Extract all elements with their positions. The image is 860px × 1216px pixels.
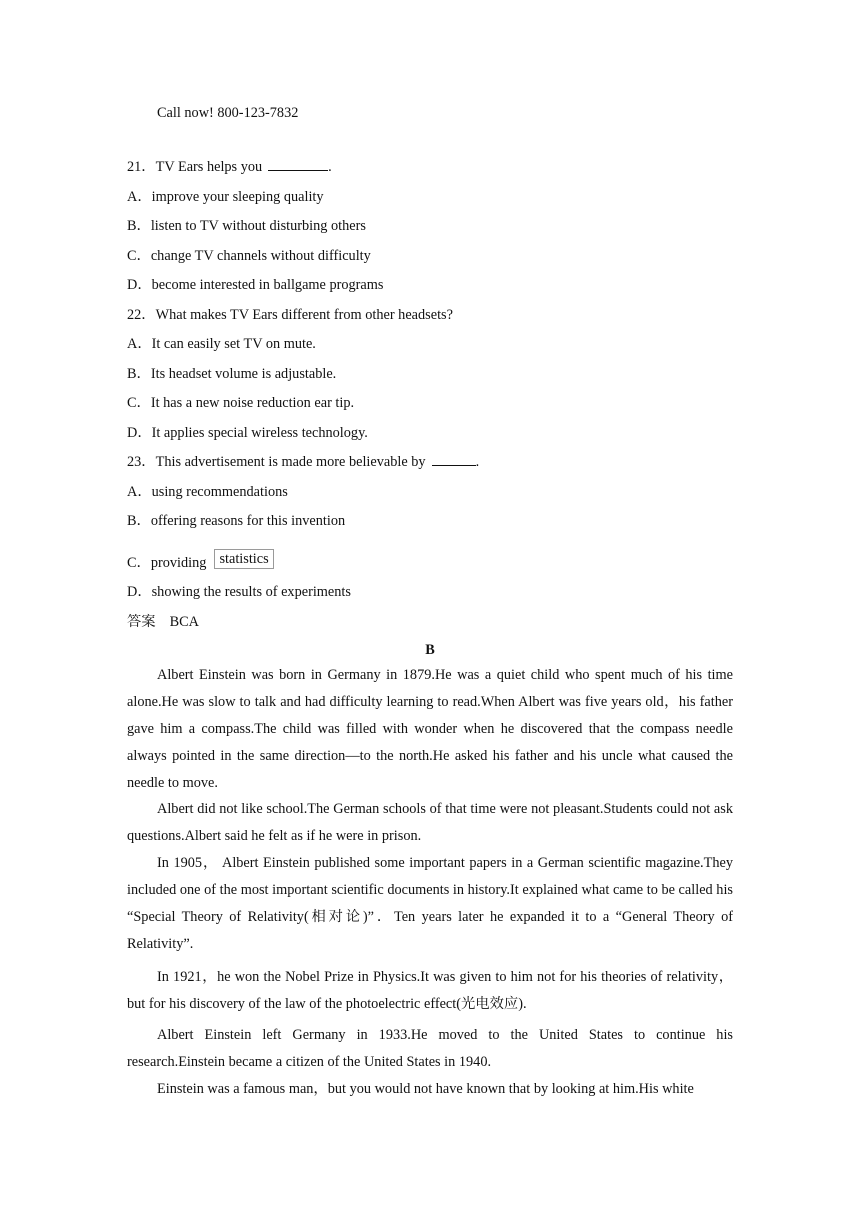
answer-blank [268, 169, 328, 171]
option-23-c [127, 553, 274, 573]
option-22-b: B．Its headset volume is adjustable. [127, 366, 337, 382]
answer-label: 答案 [127, 614, 156, 630]
paragraph-6: Einstein was a famous man，but you would not have known that by looking at him.His white [157, 1081, 694, 1097]
question-21-end: . [328, 159, 332, 175]
option-21-a: A．improve your sleeping quality [127, 189, 324, 205]
paragraph-3: In 1905， Albert Einstein published some important papers in a German scientific magazine.They included one of the most important scientific documents in history.It explained what came to be called his “Special Theory of Relativity(相对论)”．Ten years later he expanded it to a “General Theory of Relativity”. [127, 855, 733, 952]
option-23-a: A．using recommendations [127, 484, 288, 500]
paragraph-2: Albert did not like school.The German schools of that time were not pleasant.Students could not ask questions.Albert said he felt as if he were in prison. [127, 801, 733, 844]
phone-line: Call now! 800-123-7832 [157, 105, 299, 121]
paragraph-1: Albert Einstein was born in Germany in 1879.He was a quiet child who spent much of his time alone.He was slow to talk and had difficulty learning to read.When Albert was five years old，his father gave him a compass.The child was filled with wonder when he discovered that the compass needle always pointed in the same direction—to the north.He asked his father and his uncle what caused the needle to move. [127, 667, 733, 791]
option-22-d: D．It applies special wireless technology. [127, 425, 368, 441]
answer-line [127, 612, 199, 632]
option-21-b: B．listen to TV without disturbing others [127, 218, 366, 234]
question-23-end: . [475, 454, 480, 470]
option-22-c: C．It has a new noise reduction ear tip. [127, 395, 355, 411]
question-23-stem: 23．This advertisement is made more believable by [127, 454, 426, 470]
paragraph-5: Albert Einstein left Germany in 1933.He moved to the United States to continue his research.Einstein became a citizen of the United States in 1940. [127, 1027, 733, 1070]
answer-value: BCA [169, 614, 199, 630]
question-21-stem: 21．TV Ears helps you [127, 159, 263, 175]
option-23-c-text: C．providing [127, 555, 207, 571]
question-21 [127, 157, 332, 177]
boxed-word: statistics [214, 549, 273, 569]
option-21-d: D．become interested in ballgame programs [127, 277, 384, 293]
option-23-b: B．offering reasons for this invention [127, 513, 346, 529]
answer-blank [432, 464, 476, 466]
question-22-stem: 22．What makes TV Ears different from other headsets? [127, 307, 453, 323]
option-21-c: C．change TV channels without difficulty [127, 248, 371, 264]
section-heading: B [425, 642, 435, 658]
option-23-d: D．showing the results of experiments [127, 584, 351, 600]
question-23 [127, 452, 479, 472]
option-22-a: A．It can easily set TV on mute. [127, 336, 316, 352]
paragraph-4: In 1921，he won the Nobel Prize in Physics.It was given to him not for his theories of relativity，but for his discovery of the law of the photoelectric effect(光电效应). [127, 969, 733, 1012]
